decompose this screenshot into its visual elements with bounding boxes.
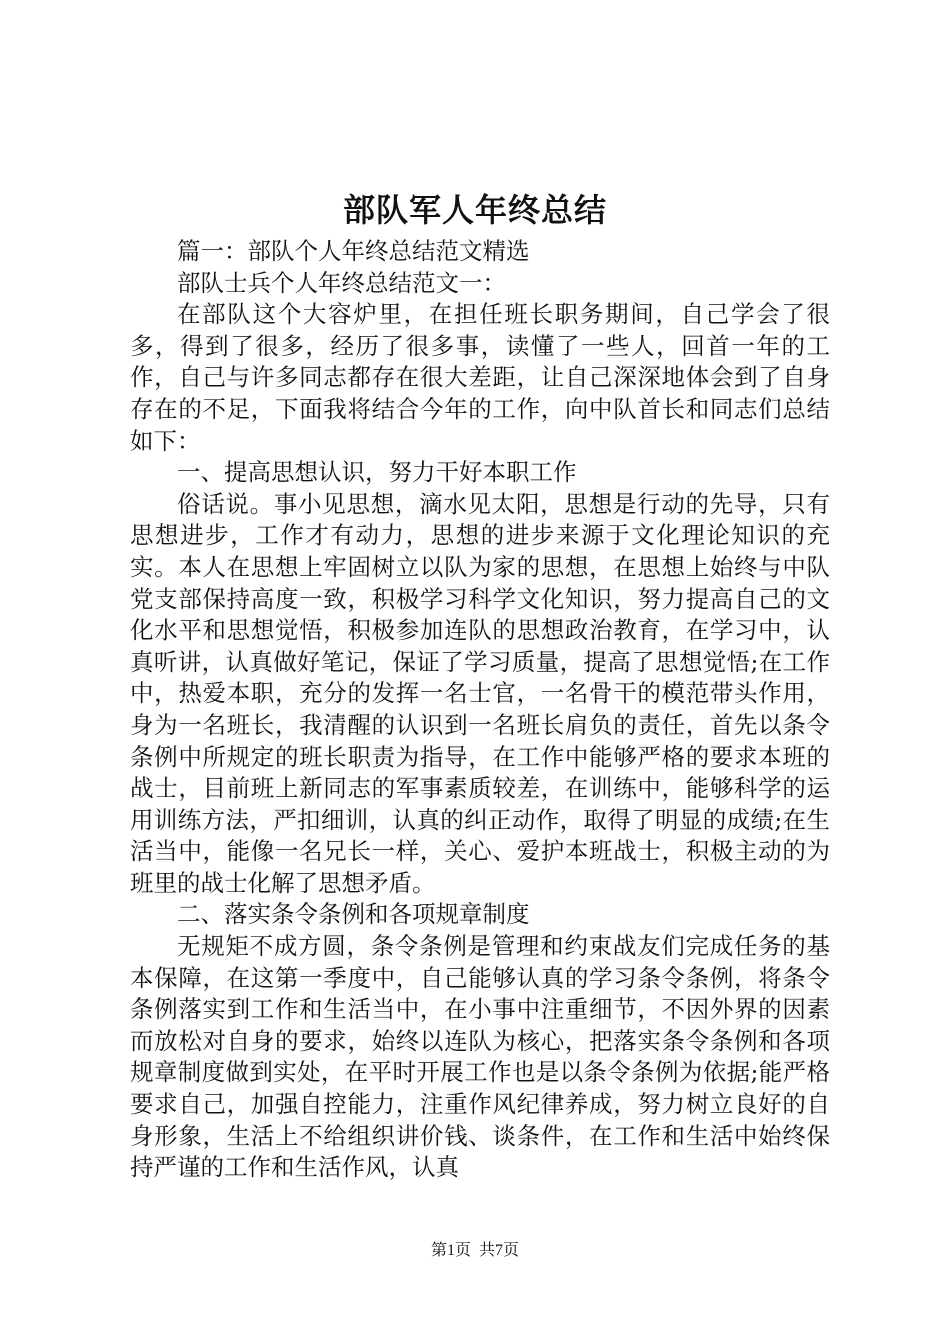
section-heading: 篇一：部队个人年终总结范文精选 bbox=[177, 237, 530, 265]
page-total: 共7页 bbox=[479, 1242, 520, 1259]
subsection-heading: 部队士兵个人年终总结范文一： bbox=[177, 268, 506, 297]
document-body bbox=[130, 236, 830, 1184]
section-heading: 一、提高思想认识，努力干好本职工作 bbox=[177, 458, 577, 487]
page-number: 第1页 bbox=[430, 1242, 471, 1259]
page-footer bbox=[0, 1240, 950, 1262]
body-paragraph: 无规矩不成方圆，条令条例是管理和约束战友们完成任务的基本保障，在这第一季度中，自己能够认真的学习条令条例，将条令条例落实到工作和生活当中，在小事中注重细节，不因外界的因素而放松对自身的要求，始终以连队为核心，把落实条令条例和各项规章制度做到实处，在平时开展工作也是以条令条例为依据;能严格要求自己，加强自控能力，注重作风纪律养成，努力树立良好的自身形象，生活上不给组织讲价钱、谈条件，在工作和生活中始终保持严谨的工作和生活作风，认真 bbox=[130, 932, 830, 1182]
body-paragraph: 在部队这个大容炉里，在担任班长职务期间，自己学会了很多，得到了很多，经历了很多事，读懂了一些人，回首一年的工作，自己与许多同志都存在很大差距，让自己深深地体会到了自身存在的不足，下面我将结合今年的工作，向中队首长和同志们总结如下： bbox=[130, 300, 830, 455]
body-paragraph: 俗话说。事小见思想，滴水见太阳，思想是行动的先导，只有思想进步，工作才有动力，思想的进步来源于文化理论知识的充实。本人在思想上牢固树立以队为家的思想，在思想上始终与中队党支部保持高度一致，积极学习科学文化知识，努力提高自己的文化水平和思想觉悟，积极参加连队的思想政治教育，在学习中，认真听讲，认真做好笔记，保证了学习质量，提高了思想觉悟;在工作中，热爱本职，充分的发挥一名士官，一名骨干的模范带头作用，身为一名班长，我清醒的认识到一名班长肩负的责任，首先以条令条例中所规定的班长职责为指导，在工作中能够严格的要求本班的战士，目前班上新同志的军事素质较差，在训练中，能够科学的运用训练方法，严扣细训，认真的纠正动作，取得了明显的成绩;在生活当中，能像一名兄长一样，关心、爱护本班战士，积极主动的为班里的战士化解了思想矛盾。 bbox=[130, 489, 830, 897]
section-heading: 二、落实条令条例和各项规章制度 bbox=[177, 900, 530, 929]
document-title: 部队军人年终总结 bbox=[342, 191, 607, 229]
